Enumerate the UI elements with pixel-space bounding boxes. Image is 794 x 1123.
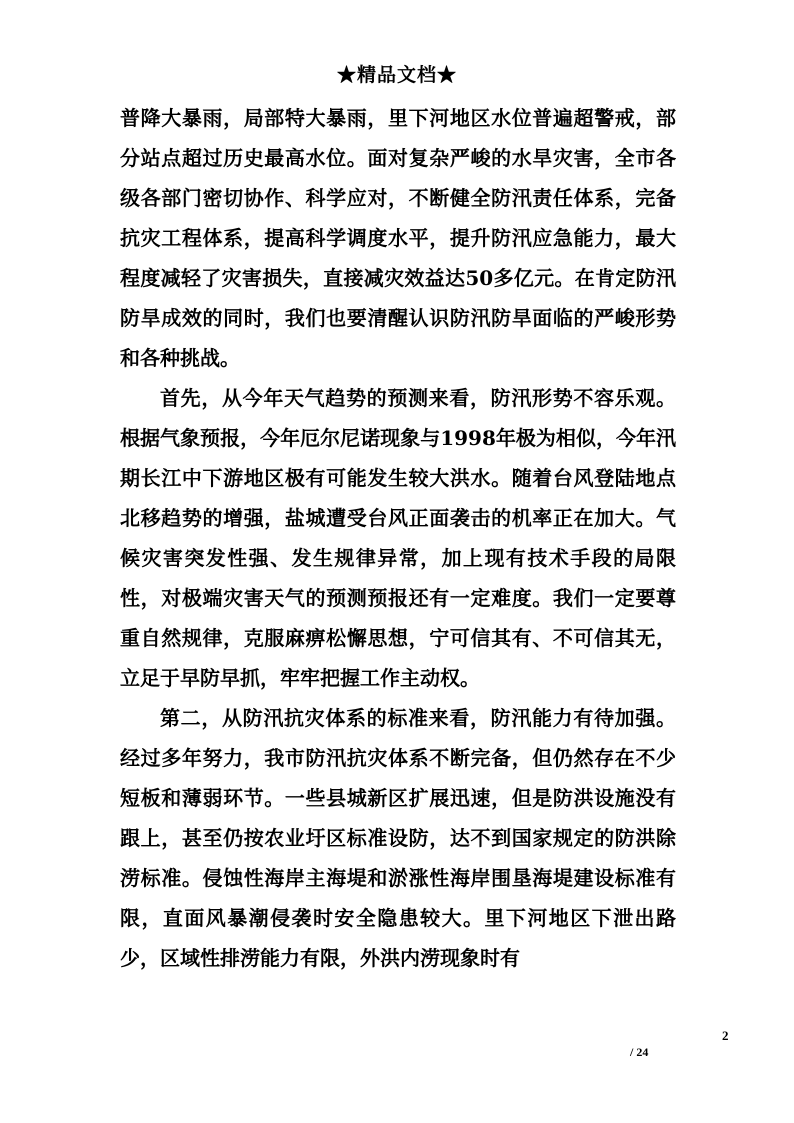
paragraph-first-point: 首先，从今年天气趋势的预测来看，防汛形势不容乐观。根据气象预报，今年厄尔尼诺现象与1998年极为相似，今年汛期长江中下游地区极有可能发生较大洪水。随着台风登陆地点北移趋势的增强，盐城遭受台风正面袭击的机率正在加大。气候灾害突发性强、发生规律异常，加上现有技术手段的局限性，对极端灾害天气的预测预报还有一定难度。我们一定要尊重自然规律，克服麻痹松懈思想，宁可信其有、不可信其无，立足于早防早抓，牢牢把握工作主动权。 — [120, 386, 676, 690]
document-header-title: ★精品文档★ — [336, 64, 457, 86]
paragraph-second-point: 第二，从防汛抗灾体系的标准来看，防汛能力有待加强。经过多年努力，我市防汛抗灾体系不断完备，但仍然存在不少短板和薄弱环节。一些县城新区扩展迅速，但是防洪设施没有跟上，甚至仍按农业圩区标准设防，达不到国家规定的防洪除涝标准。侵蚀性海岸主海堤和淤涨性海岸围垦海堤建设标准有限，直面风暴潮侵袭时安全隐患较大。里下河地区下泄出路少，区域性排涝能力有限，外洪内涝现象时有 — [120, 706, 676, 970]
document-body — [120, 98, 676, 978]
page-number: 2 — [722, 1028, 729, 1043]
page-total: / 24 — [630, 1045, 649, 1059]
paragraph-continuation: 普降大暴雨，局部特大暴雨，里下河地区水位普遍超警戒，部分站点超过历史最高水位。面对复杂严峻的水旱灾害，全市各级各部门密切协作、科学应对，不断健全防汛责任体系，完备抗灾工程体系，提高科学调度水平，提升防汛应急能力，最大程度减轻了灾害损失，直接减灾效益达50多亿元。在肯定防汛防旱成效的同时，我们也要清醒认识防汛防旱面临的严峻形势和各种挑战。 — [120, 106, 676, 370]
